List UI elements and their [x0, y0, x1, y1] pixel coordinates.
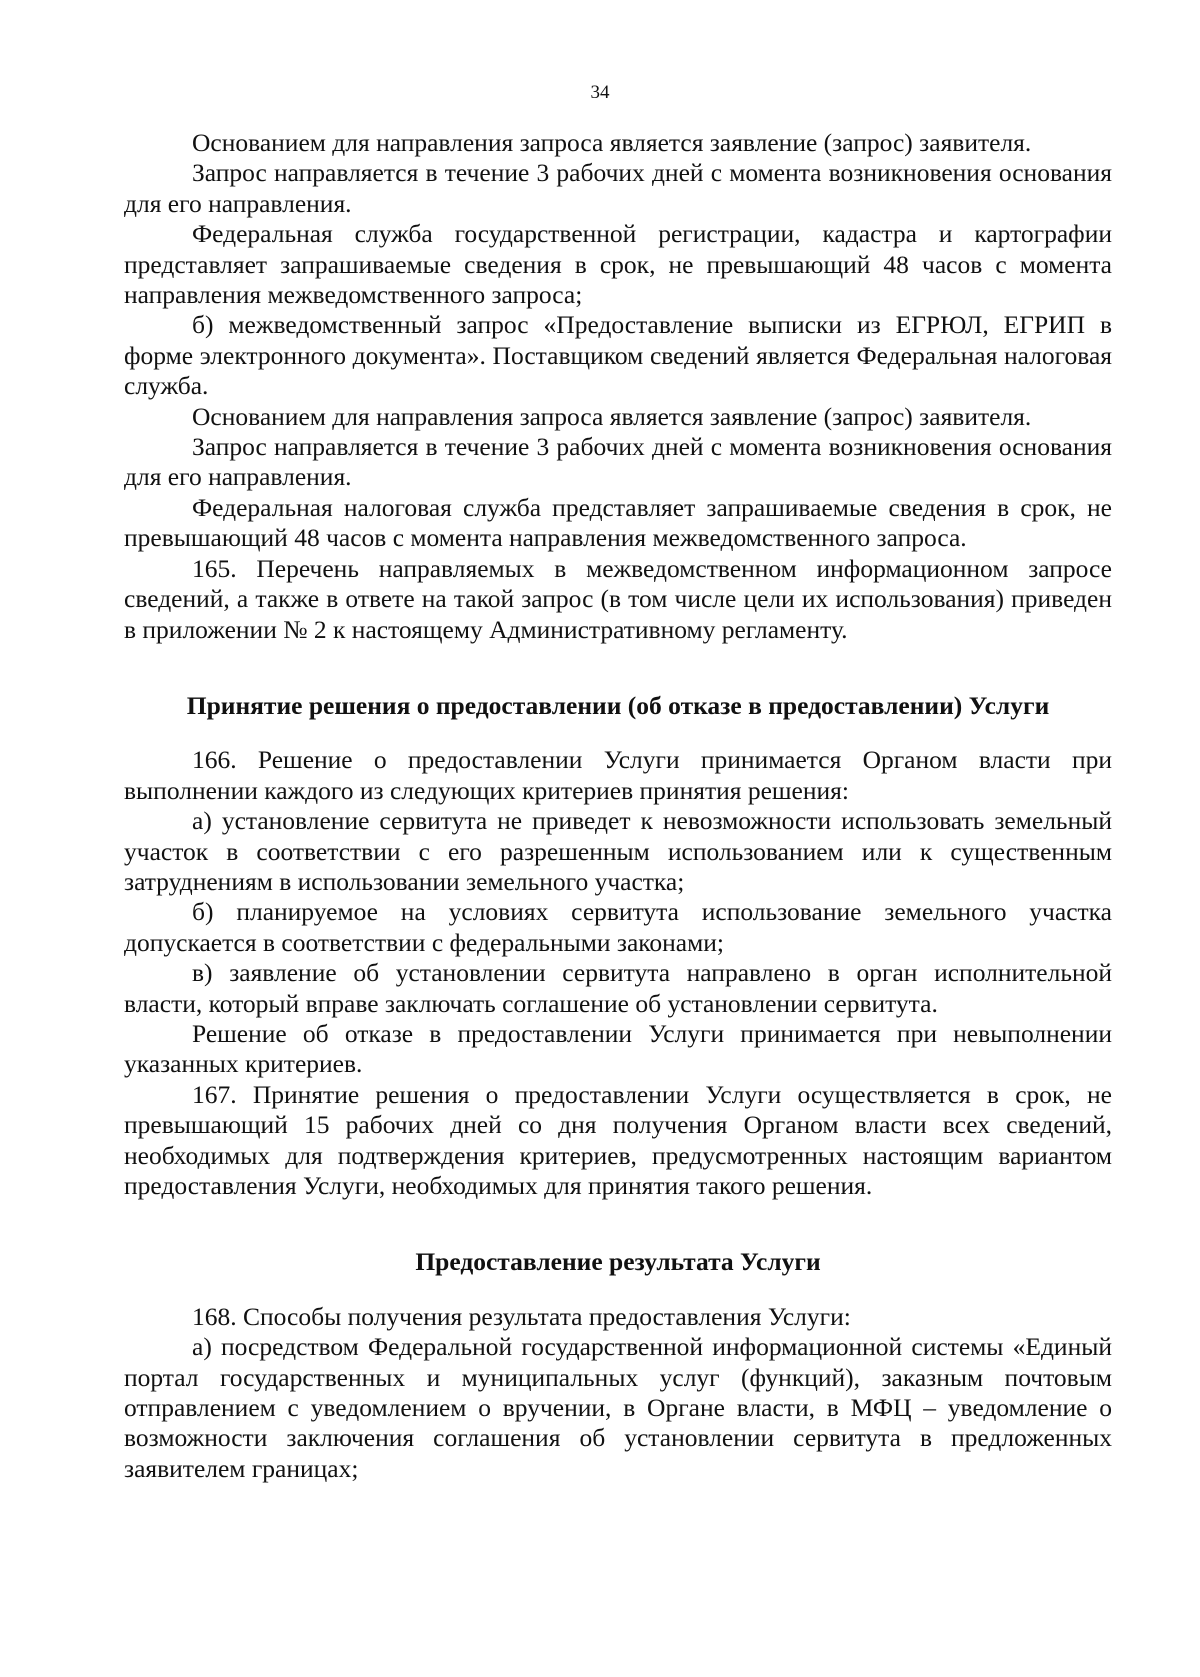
paragraph: в) заявление об установлении сервитута направлено в орган исполнительной власти, который вправе заключать соглашение об установлении сервитута.	[124, 958, 1112, 1018]
paragraph: 166. Решение о предоставлении Услуги принимается Органом власти при выполнении каждого из следующих критериев принятия решения:	[124, 745, 1112, 805]
spacer	[124, 645, 1112, 691]
paragraph: Решение об отказе в предоставлении Услуги принимается при невыполнении указанных критериев.	[124, 1018, 1112, 1079]
paragraph: Основанием для направления запроса является заявление (запрос) заявителя.	[192, 401, 1032, 431]
paragraph: Федеральная налоговая служба представляет запрашиваемые сведения в срок, не превышающий 48 часов с момента направления межведомственного запроса.	[124, 492, 1112, 553]
paragraph: а) установление сервитута не приведет к невозможности использовать земельный участок в соответствии с его разрешенным использованием или к существенным затруднениям в использовании земельного участка;	[124, 806, 1112, 896]
paragraph: а) посредством Федеральной государственной информационной системы «Единый портал государственных и муниципальных услуг (функций), заказным почтовым отправлением с уведомлением о вручении, в Органе власти, в МФЦ – уведомление о возможности заключения соглашения об установлении сервитута в предложенных заявителем границах;	[124, 1332, 1112, 1483]
section-heading: Принятие решения о предоставлении (об отказе в предоставлении) Услуги	[186, 690, 1050, 720]
paragraph: 167. Принятие решения о предоставлении Услуги осуществляется в срок, не превышающий 15 рабочих дней со дня получения Органом власти всех сведений, необходимых для подтверждения критериев, предусмотренных настоящим вариантом предоставления Услуги, необходимых для принятия такого решения.	[124, 1079, 1112, 1200]
paragraph: Федеральная служба государственной регистрации, кадастра и картографии представляет запрашиваемые сведения в срок, не превышающий 48 часов с момента направления межведомственного запроса;	[124, 219, 1112, 310]
paragraph: Запрос направляется в течение 3 рабочих дней с момента возникновения основания для его направления.	[124, 432, 1112, 492]
page-number: 34	[590, 82, 610, 103]
paragraph: б) планируемое на условиях сервитута использование земельного участка допускается в соответствии с федеральными законами;	[124, 897, 1112, 957]
paragraph: 168. Способы получения результата предоставления Услуги:	[192, 1301, 851, 1331]
document-body	[124, 128, 1112, 1484]
spacer	[124, 1278, 1112, 1302]
paragraph: б) межведомственный запрос «Предоставление выписки из ЕГРЮЛ, ЕГРИП в форме электронного документа». Поставщиком сведений является Федеральная налоговая служба.	[124, 310, 1112, 401]
spacer	[124, 1201, 1112, 1247]
paragraph: 165. Перечень направляемых в межведомственном информационном запросе сведений, а также в ответе на такой запрос (в том числе цели их использования) приведен в приложении № 2 к настоящему Административному регламенту.	[124, 553, 1112, 644]
section-heading: Предоставление результата Услуги	[415, 1247, 821, 1277]
paragraph: Запрос направляется в течение 3 рабочих дней с момента возникновения основания для его направления.	[124, 158, 1112, 218]
spacer	[124, 721, 1112, 745]
paragraph: Основанием для направления запроса является заявление (запрос) заявителя.	[192, 128, 1032, 157]
